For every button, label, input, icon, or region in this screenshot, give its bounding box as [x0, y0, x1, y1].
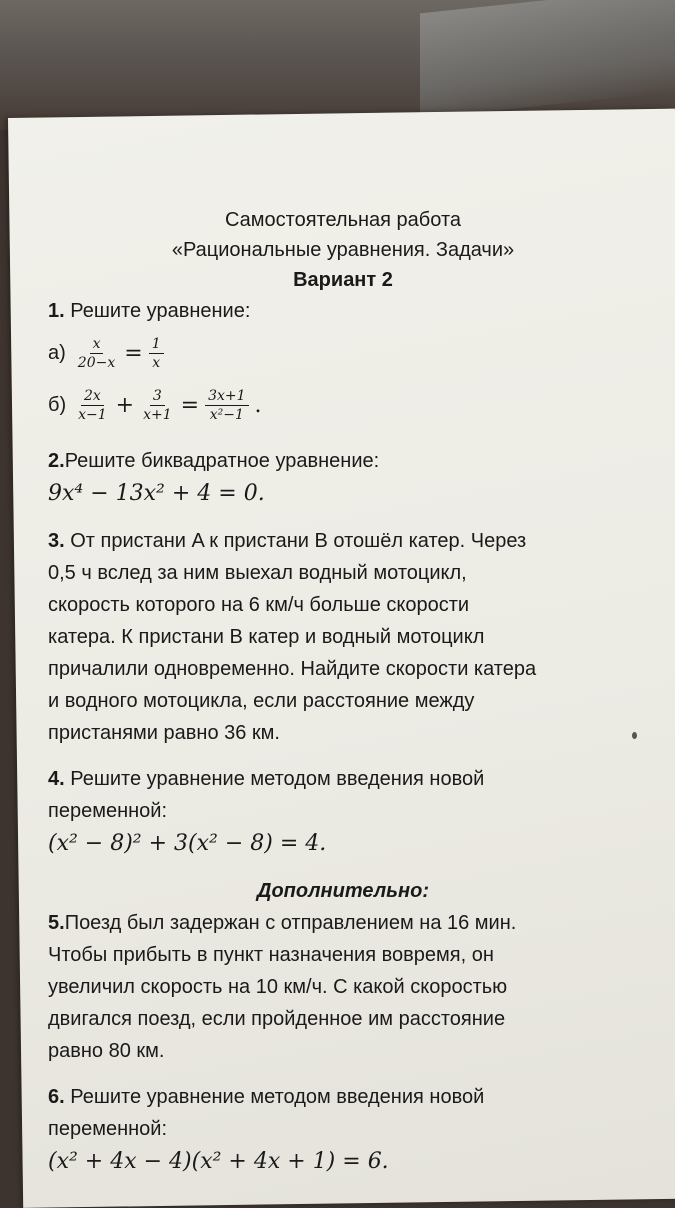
task-line: Решите уравнение методом введения новой: [70, 1086, 485, 1108]
task-text: Решите биквадратное уравнение:: [64, 450, 380, 472]
task-line: скорость которого на 6 км/ч больше скорости: [48, 594, 470, 616]
equation-b: [48, 379, 648, 431]
task-line: переменной:: [48, 800, 168, 822]
task-number: 2.: [48, 450, 65, 472]
worksheet-topic: «Рациональные уравнения. Задачи»: [171, 239, 515, 261]
fraction: $\frac{1}{x}$: [149, 335, 164, 372]
equation-a: [48, 327, 648, 379]
extra-section-title: Дополнительно:: [257, 880, 429, 902]
operator: +: [115, 392, 135, 418]
equation: (x² − 8)² + 3(x² − 8) = 4.: [48, 831, 327, 856]
equation: 9x⁴ − 13x² + 4 = 0.: [48, 481, 265, 506]
task-line: причалили одновременно. Найдите скорости катера: [48, 658, 537, 680]
task-number: 4.: [48, 768, 65, 790]
task-number: 6.: [48, 1086, 65, 1108]
operator: =: [180, 392, 200, 418]
task-line: катера. К пристани B катер и водный мотоцикл: [48, 626, 485, 648]
fraction: $\frac{3x+1}{\text{x²−1}}$: [205, 387, 248, 424]
equation: (x² + 4x − 4)(x² + 4x + 1) = 6.: [48, 1149, 389, 1174]
task-number: 1.: [48, 300, 65, 322]
worksheet-title: Самостоятельная работа: [224, 209, 462, 231]
task-number: 3.: [48, 530, 65, 552]
period: .: [254, 392, 262, 418]
task-line: и водного мотоцикла, если расстояние между: [48, 690, 475, 712]
item-label: б): [48, 393, 67, 416]
variant-label: Вариант 2: [293, 269, 393, 291]
task-line: Решите уравнение методом введения новой: [70, 768, 485, 790]
task-number: 5.: [48, 912, 65, 934]
task-line: увеличил скорость на 10 км/ч. С какой скоростью: [48, 976, 508, 998]
task-line: 0,5 ч вслед за ним выехал водный мотоцикл,: [48, 562, 467, 584]
task-4: [48, 763, 648, 861]
task-text: Решите уравнение:: [70, 300, 251, 322]
task-6: [48, 1081, 648, 1179]
worksheet: [48, 205, 648, 1179]
task-2: [48, 445, 648, 511]
task-line: Чтобы прибыть в пункт назначения вовремя, он: [48, 944, 494, 966]
task-line: От пристани A к пристани B отошёл катер. Через: [70, 530, 527, 552]
item-label: а): [48, 341, 66, 364]
task-line: Поезд был задержан с отправлением на 16 мин.: [64, 912, 517, 934]
task-line: двигался поезд, если пройденное им расстояние: [48, 1008, 506, 1030]
fraction: $\frac{2x}{x-1}$: [78, 387, 107, 423]
task-3: [48, 525, 648, 749]
task-5: [48, 907, 648, 1067]
task-line: равно 80 км.: [48, 1040, 165, 1062]
operator: =: [124, 340, 143, 366]
task-1: [48, 295, 648, 431]
fraction: $\frac{x}{20-x}$: [77, 335, 116, 371]
fraction: $\frac{3}{x+1}$: [143, 387, 172, 423]
task-line: переменной:: [48, 1118, 168, 1140]
task-line: пристанями равно 36 км.: [48, 722, 280, 744]
